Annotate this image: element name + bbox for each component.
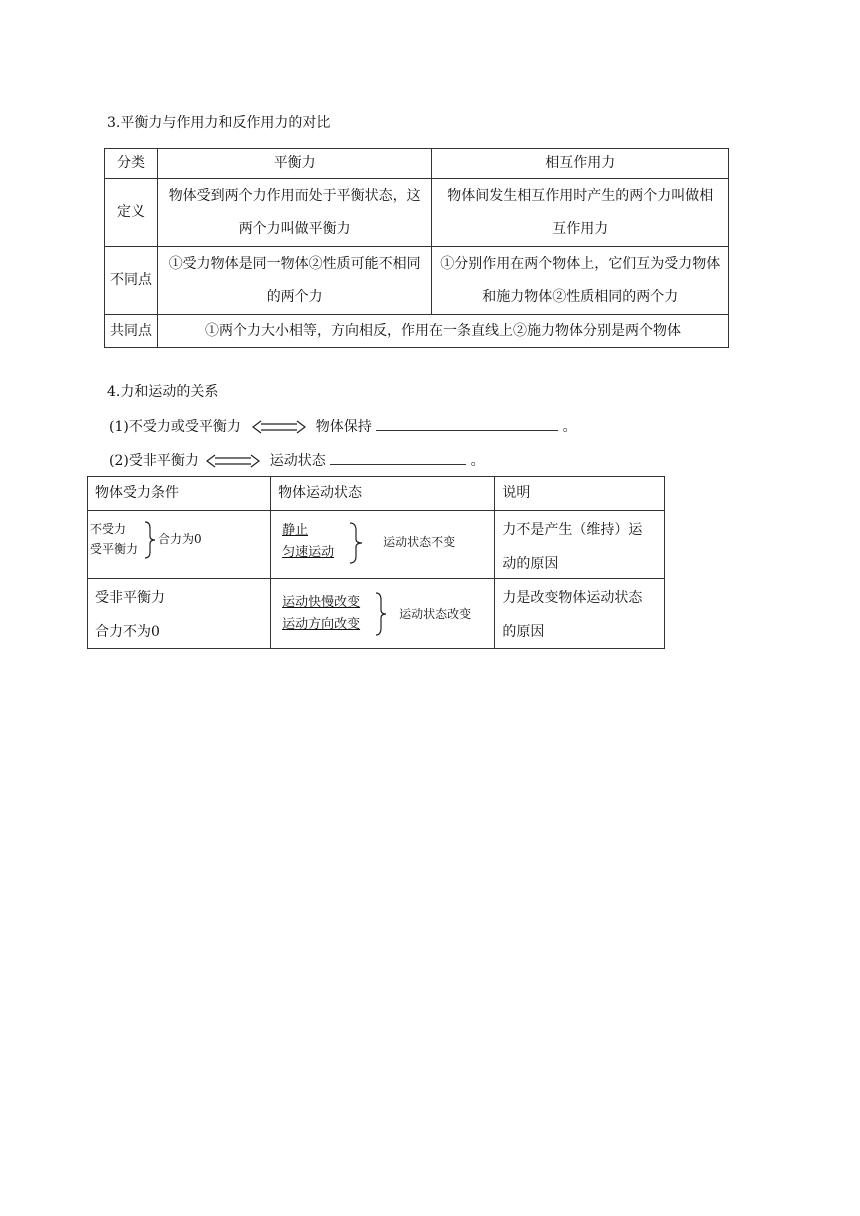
cell-line: 物体受到两个力作用而处于平衡状态，这: [168, 187, 421, 204]
table-row: [105, 315, 729, 348]
state-unchanged: 运动状态不变: [383, 535, 456, 549]
right-brace-icon: [375, 592, 387, 636]
line2-end: 。: [470, 453, 485, 469]
force-motion-table: [87, 476, 665, 649]
answer-blank-2[interactable]: [330, 450, 466, 465]
state-rest: 静止: [282, 523, 309, 538]
state-changed: 运动状态改变: [399, 607, 472, 621]
condition-cell: [88, 511, 271, 579]
cell-line: 两个力叫做平衡力: [238, 220, 351, 237]
cell-line: 互作用力: [552, 220, 609, 237]
note-line: 力是改变物体运动状态: [502, 590, 643, 606]
condition-unbalanced: 受非平衡力: [95, 590, 165, 606]
state-speed-change: 运动快慢改变: [282, 595, 361, 610]
note-line: 的原因: [502, 624, 545, 640]
note-cell: [495, 511, 665, 579]
note-line: 动的原因: [502, 556, 559, 572]
row-label-common: 共同点: [105, 315, 158, 348]
section4-title: 4.力和运动的关系: [107, 384, 219, 400]
right-brace-icon: [144, 521, 156, 559]
condition-balanced: 受平衡力: [90, 542, 139, 556]
header-category: 分类: [105, 149, 158, 179]
line1-prefix: (1)不受力或受平衡力: [109, 419, 241, 435]
net-force-zero: 合力为0: [158, 532, 202, 546]
table-row: [105, 179, 729, 247]
header-state: 物体运动状态: [271, 477, 495, 511]
comparison-table: [104, 148, 729, 348]
cell-line: ①受力物体是同一物体②性质可能不相同: [168, 255, 421, 272]
header-mutual: 相互作用力: [432, 149, 729, 179]
difference-mutual: [432, 247, 729, 315]
cell-line: 和施力物体②性质相同的两个力: [482, 288, 679, 305]
table-row: [88, 511, 665, 579]
header-note: 说明: [495, 477, 665, 511]
cell-line: 的两个力: [266, 288, 323, 305]
condition-cell: [88, 579, 271, 649]
header-condition: 物体受力条件: [88, 477, 271, 511]
net-force-nonzero: 合力不为0: [95, 624, 160, 640]
section3-title: 3.平衡力与作用力和反作用力的对比: [107, 115, 331, 131]
note-line: 力不是产生（维持）运: [502, 522, 643, 538]
table-row: [88, 477, 665, 511]
double-arrow-icon: [205, 453, 261, 469]
difference-balanced: [157, 247, 432, 315]
row-label-difference: 不同点: [105, 247, 158, 315]
common-points: ①两个力大小相等，方向相反，作用在一条直线上②施力物体分别是两个物体: [157, 315, 728, 348]
table-row: [88, 579, 665, 649]
line2-suffix: 运动状态: [269, 453, 326, 469]
cell-line: 物体间发生相互作用时产生的两个力叫做相: [447, 187, 714, 204]
header-balanced: 平衡力: [157, 149, 432, 179]
definition-mutual: [432, 179, 729, 247]
state-uniform: 匀速运动: [282, 545, 335, 560]
relation-line-2: [109, 450, 485, 470]
double-arrow-icon: [251, 419, 307, 435]
condition-none: 不受力: [90, 522, 127, 536]
definition-balanced: [157, 179, 432, 247]
state-cell: [271, 579, 495, 649]
answer-blank-1[interactable]: [376, 416, 558, 431]
table-row: [105, 149, 729, 179]
line1-end: 。: [562, 419, 577, 435]
right-brace-icon: [349, 522, 363, 564]
line1-suffix: 物体保持: [315, 419, 372, 435]
state-direction-change: 运动方向改变: [282, 617, 361, 632]
table-row: [105, 247, 729, 315]
note-cell: [495, 579, 665, 649]
row-label-definition: 定义: [105, 179, 158, 247]
state-cell: [271, 511, 495, 579]
relation-line-1: [109, 416, 577, 436]
line2-prefix: (2)受非平衡力: [109, 453, 199, 469]
cell-line: ①分别作用在两个物体上，它们互为受力物体: [440, 255, 721, 272]
